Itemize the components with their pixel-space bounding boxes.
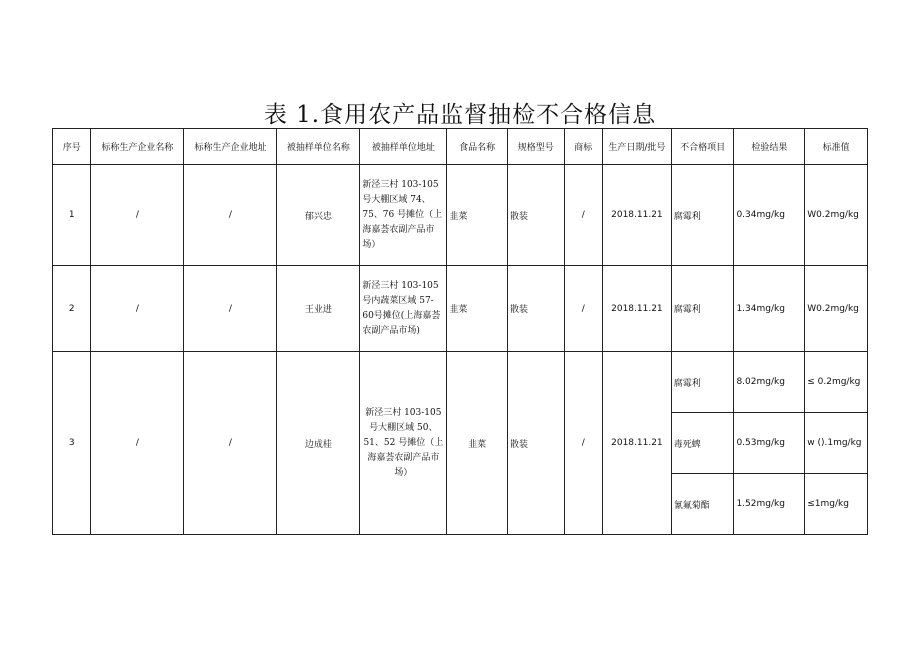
header-cell: 检验结果	[734, 129, 805, 165]
brand: /	[564, 165, 602, 266]
standard-value: W0.2mg/kg	[805, 266, 868, 352]
spec: 散装	[507, 352, 564, 535]
failed-item: 氰氟菊酯	[671, 474, 734, 535]
header-cell: 序号	[53, 129, 91, 165]
test-result: 0.53mg/kg	[734, 413, 805, 474]
test-result: 8.02mg/kg	[734, 352, 805, 413]
row-number: 2	[53, 266, 91, 352]
test-result: 1.34mg/kg	[734, 266, 805, 352]
header-cell: 规格型号	[507, 129, 564, 165]
header-cell: 生产日期/批号	[603, 129, 672, 165]
table-row	[53, 352, 868, 413]
table-title: 表 1.食用农产品监督抽检不合格信息	[263, 102, 657, 128]
spec: 散装	[507, 165, 564, 266]
standard-value: w ().1mg/kg	[805, 413, 868, 474]
header-cell: 商标	[564, 129, 602, 165]
header-cell: 被抽样单位名称	[277, 129, 360, 165]
failed-item: 毒死蜱	[671, 413, 734, 474]
header-cell: 标准值	[805, 129, 868, 165]
test-result: 1.52mg/kg	[734, 474, 805, 535]
company-address: /	[184, 352, 277, 535]
test-result: 0.34mg/kg	[734, 165, 805, 266]
company-name: /	[91, 352, 184, 535]
production-date: 2018.11.21	[603, 266, 672, 352]
row-number: 3	[53, 352, 91, 535]
table-row	[53, 165, 868, 266]
company-name: /	[91, 266, 184, 352]
row-number: 1	[53, 165, 91, 266]
table-row	[53, 266, 868, 352]
header-cell: 标称生产企业地址	[184, 129, 277, 165]
inspection-table	[52, 128, 868, 535]
food-name: 韭菜	[447, 266, 508, 352]
production-date: 2018.11.21	[603, 165, 672, 266]
food-name: 韭菜	[447, 352, 508, 535]
brand: /	[564, 352, 602, 535]
company-name: /	[91, 165, 184, 266]
header-cell: 食品名称	[447, 129, 508, 165]
spec: 散装	[507, 266, 564, 352]
sampled-unit-address: 新泾三村 103-105号大棚区域 50、51、52 号摊位（上海嘉荟农副产品市场）	[360, 352, 447, 535]
header-cell: 标称生产企业名称	[91, 129, 184, 165]
standard-value: ≤ 0.2mg/kg	[805, 352, 868, 413]
failed-item: 腐霉利	[671, 165, 734, 266]
sampled-unit-name: 边成桂	[277, 352, 360, 535]
company-address: /	[184, 165, 277, 266]
brand: /	[564, 266, 602, 352]
company-address: /	[184, 266, 277, 352]
header-cell: 不合格项目	[671, 129, 734, 165]
production-date: 2018.11.21	[603, 352, 672, 535]
header-row	[53, 129, 868, 165]
header-cell: 被抽样单位地址	[360, 129, 447, 165]
food-name: 韭菜	[447, 165, 508, 266]
standard-value: ≤1mg/kg	[805, 474, 868, 535]
sampled-unit-address: 新泾三村 103-105号大棚区域 74、75、76 号摊位（上海嘉荟农副产品市场）	[360, 165, 447, 266]
failed-item: 腐霉利	[671, 266, 734, 352]
sampled-unit-address: 新泾三村 103-105号内蔬菜区域 57-60号摊位(上海嘉荟农副产品市场)	[360, 266, 447, 352]
sampled-unit-name: 王业进	[277, 266, 360, 352]
standard-value: W0.2mg/kg	[805, 165, 868, 266]
failed-item: 腐霉利	[671, 352, 734, 413]
sampled-unit-name: 郁兴忠	[277, 165, 360, 266]
